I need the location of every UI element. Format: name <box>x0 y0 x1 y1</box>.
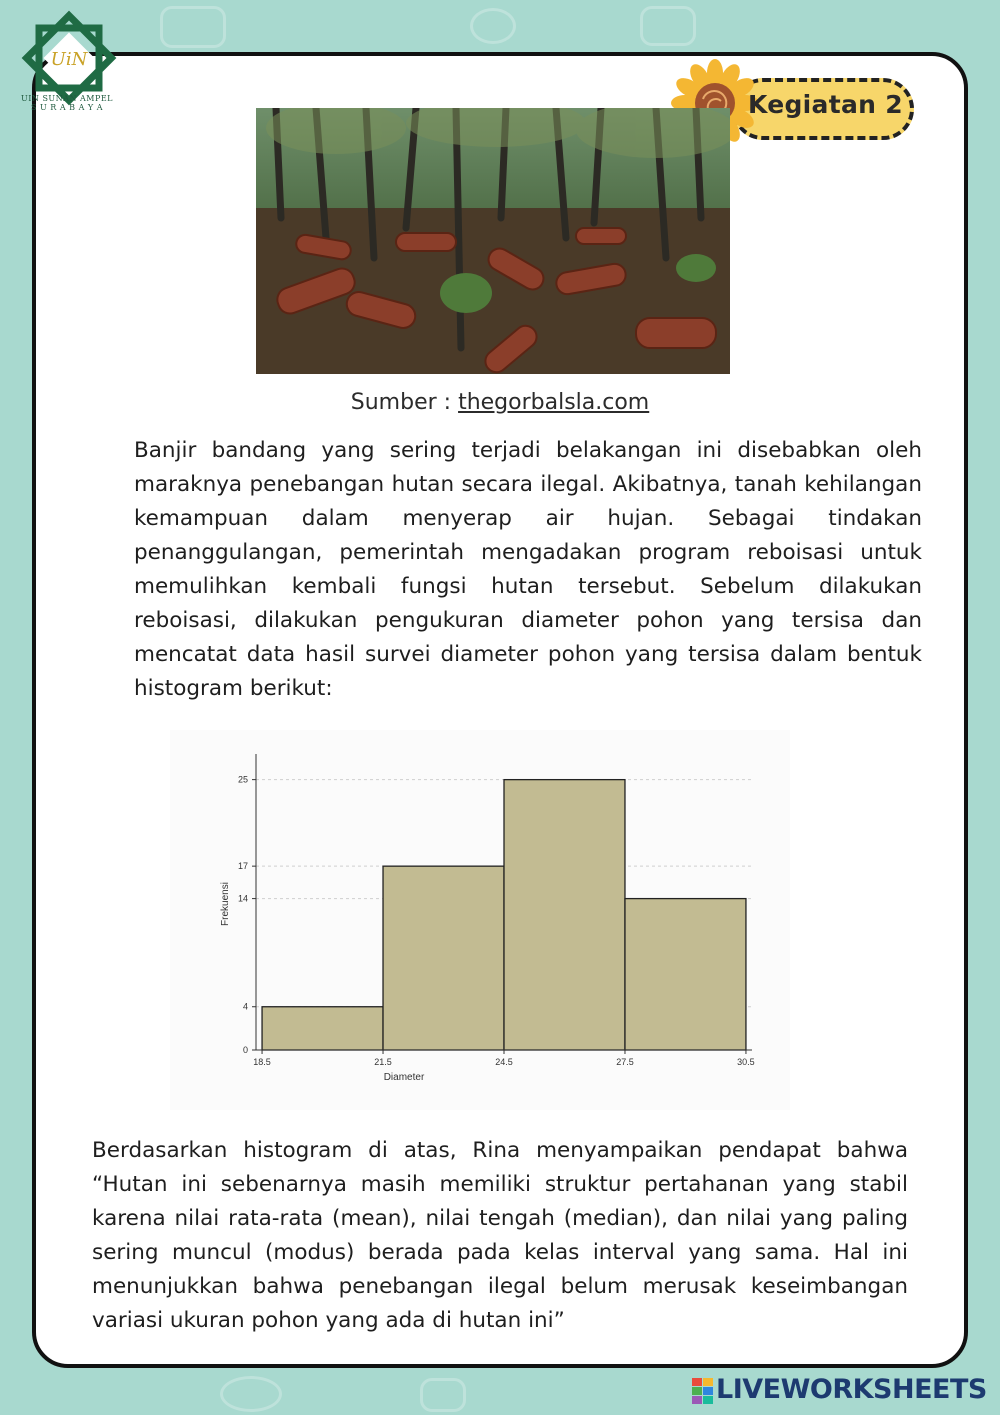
liveworksheets-brand: LIVEWORKSHEETS <box>716 1374 987 1405</box>
y-tick-label: 14 <box>237 893 248 904</box>
university-logo-text <box>12 94 122 112</box>
x-tick-label: 21.5 <box>374 1057 392 1067</box>
background-doodle <box>470 8 516 44</box>
y-tick-label: 17 <box>237 861 248 872</box>
conclusion-paragraph: Berdasarkan histogram di atas, Rina menyampaikan pendapat bahwa “Hutan ini sebenarnya masih memiliki struktur pertahanan yang stabil karena nilai rata-rata (mean), nilai tengah (median), dan nilai yang paling sering muncul (modus) berada pada kelas interval yang sama. Hal ini menunjukkan bahwa penebangan ilegal belum merusak keseimbangan variasi ukuran pohon yang ada di hutan ini” <box>92 1138 908 1333</box>
y-axis-label: Frekuensi <box>220 882 231 926</box>
x-tick-label: 24.5 <box>495 1057 513 1067</box>
caption-prefix: Sumber : <box>350 390 459 415</box>
activity-badge-label: Kegiatan 2 <box>748 90 903 119</box>
x-tick-label: 30.5 <box>737 1057 755 1067</box>
logo-text-line2: S U R A B A Y A <box>30 103 104 112</box>
x-tick-label: 27.5 <box>616 1057 634 1067</box>
histogram-bar <box>262 1007 383 1050</box>
background-doodle <box>640 6 696 46</box>
x-axis-label: Diameter <box>383 1072 425 1083</box>
histogram-bar <box>504 780 625 1050</box>
liveworksheets-logo-icon <box>692 1378 714 1406</box>
logo-text-line1: UIN SUNAN AMPEL <box>21 94 113 103</box>
histogram-chart <box>170 730 790 1110</box>
histogram-bar <box>625 899 746 1050</box>
photo-caption <box>0 390 1000 415</box>
y-tick-label: 4 <box>242 1001 248 1012</box>
background-doodle <box>220 1376 282 1412</box>
svg-text:UiN: UiN <box>50 49 88 70</box>
histogram-bar <box>383 866 504 1050</box>
intro-paragraph: Banjir bandang yang sering terjadi belakangan ini disebabkan oleh maraknya penebangan hutan secara ilegal. Akibatnya, tanah kehilangan kemampuan dalam menyerap air hujan. Sebagai tindakan penanggulangan, pemerintah mengadakan program reboisasi untuk memulihkan kembali fungsi hutan tersebut. Sebelum dilakukan reboisasi, dilakukan pengukuran diameter pohon yang tersisa dan mencatat data hasil survei diameter pohon yang tersisa dalam bentuk histogram berikut: <box>134 438 922 701</box>
deforested-forest-photo <box>256 108 730 374</box>
x-tick-label: 18.5 <box>253 1057 271 1067</box>
background-doodle <box>160 6 226 48</box>
background-doodle <box>420 1378 466 1412</box>
caption-source-link[interactable]: thegorbalsla.com <box>458 390 650 415</box>
y-tick-label: 25 <box>237 774 248 785</box>
histogram-svg <box>170 730 790 1110</box>
y-tick-label: 0 <box>242 1045 248 1055</box>
